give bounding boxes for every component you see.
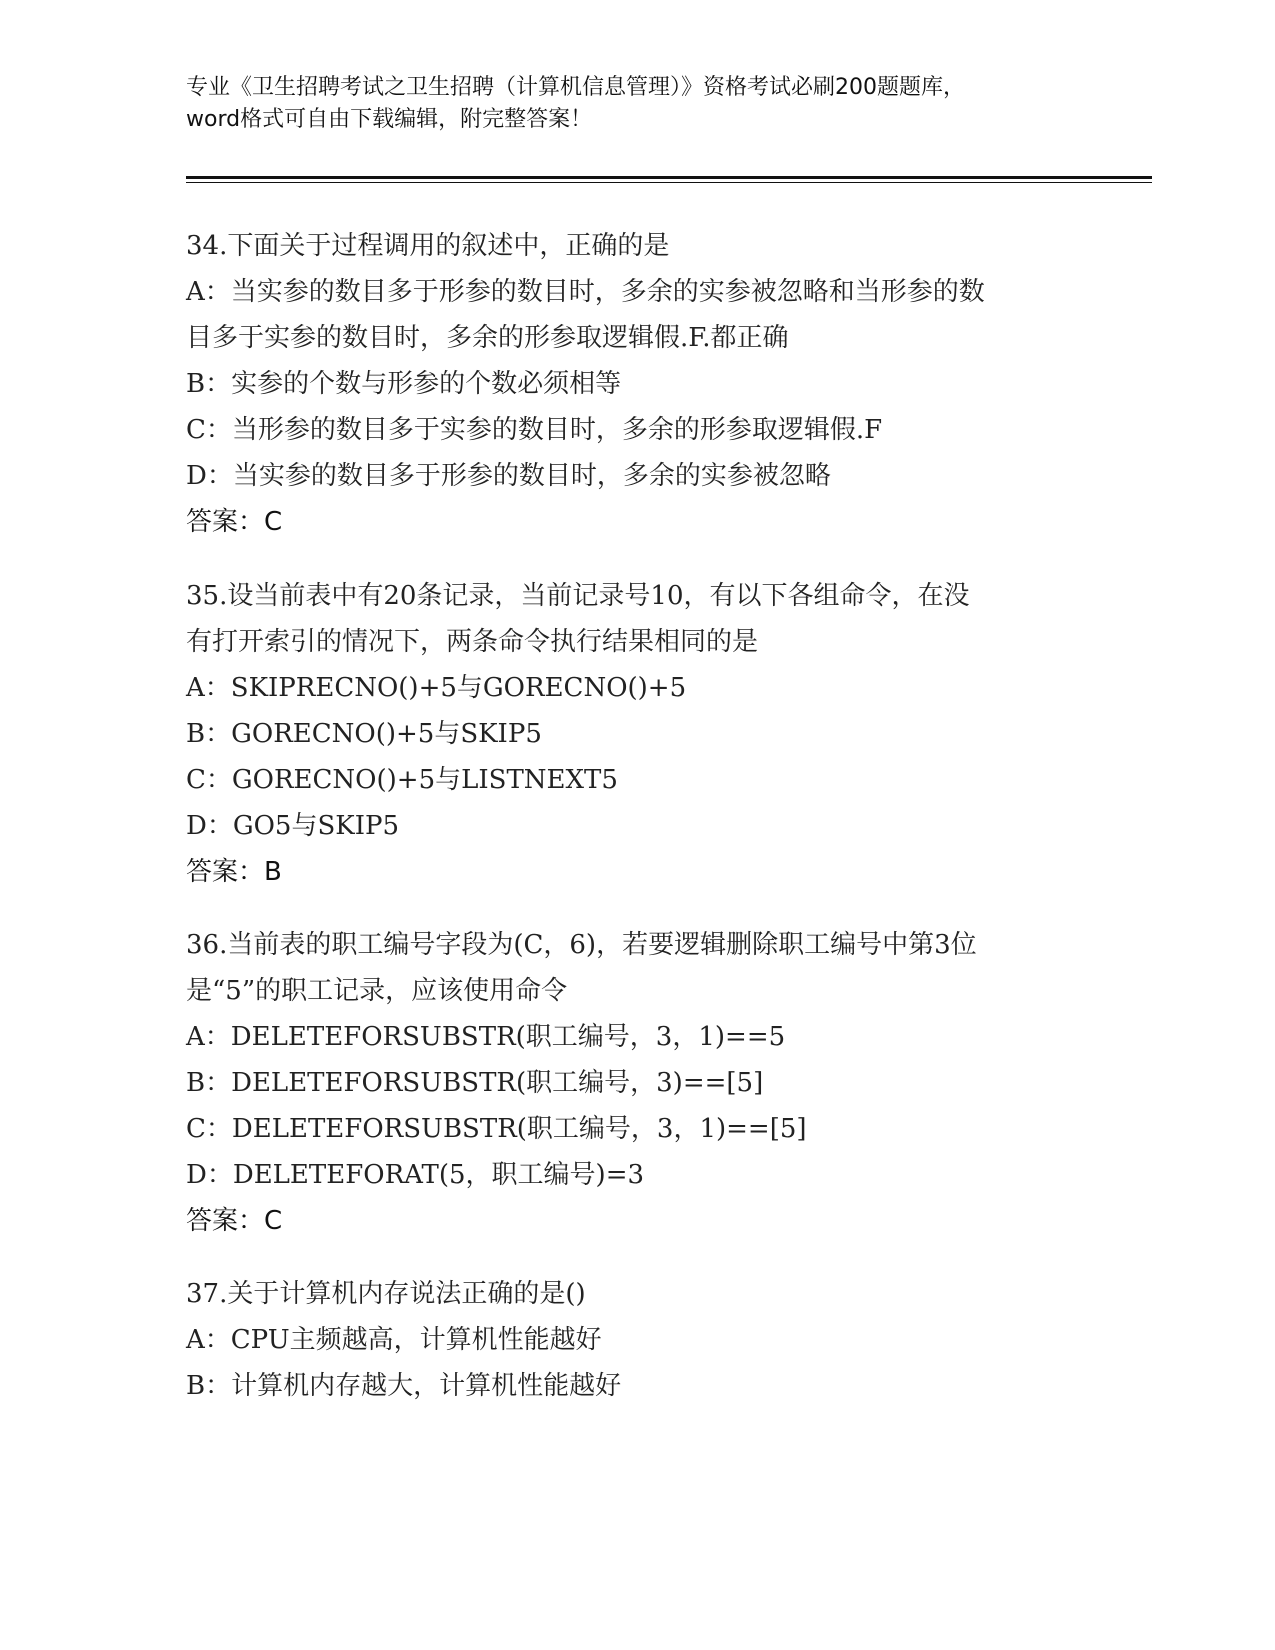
header-line-1: 专业《卫生招聘考试之卫生招聘（计算机信息管理）》资格考试必刷200题题库， — [186, 75, 965, 100]
option-c: C：GORECNO()+5与LISTNEXT5 — [186, 765, 618, 795]
header-divider-thick — [186, 176, 1152, 179]
header-line-2: word格式可自由下载编辑，附完整答案！ — [186, 107, 593, 132]
option-d: D：DELETEFORAT(5，职工编号)=3 — [186, 1160, 645, 1190]
question-stem-line-1: 35.设当前表中有20条记录，当前记录号10，有以下各组命令，在没 — [186, 581, 970, 611]
option-d: D：当实参的数目多于形参的数目时，多余的实参被忽略 — [186, 461, 831, 491]
question-36 — [186, 922, 1086, 1244]
document-header — [186, 72, 1086, 136]
question-stem: 34.下面关于过程调用的叙述中，正确的是 — [186, 231, 670, 261]
answer: 答案：C — [186, 1206, 283, 1236]
question-35 — [186, 573, 1086, 895]
question-37 — [186, 1271, 1086, 1409]
question-stem: 37.关于计算机内存说法正确的是() — [186, 1279, 586, 1309]
option-c: C：当形参的数目多于实参的数目时，多余的形参取逻辑假.F — [186, 415, 883, 445]
question-stem-line-2: 是“5”的职工记录，应该使用命令 — [186, 976, 568, 1006]
answer: 答案：B — [186, 857, 282, 887]
answer: 答案：C — [186, 507, 283, 537]
option-b: B：GORECNO()+5与SKIP5 — [186, 719, 542, 749]
question-stem-line-1: 36.当前表的职工编号字段为(C，6)，若要逻辑删除职工编号中第3位 — [186, 930, 977, 960]
question-34 — [186, 223, 1086, 545]
option-c: C：DELETEFORSUBSTR(职工编号，3，1)==[5] — [186, 1114, 807, 1144]
option-b: B：实参的个数与形参的个数必须相等 — [186, 369, 622, 399]
option-a-line-2: 目多于实参的数目时，多余的形参取逻辑假.F.都正确 — [186, 323, 789, 353]
header-divider-thin — [186, 182, 1152, 183]
option-a: A：DELETEFORSUBSTR(职工编号，3，1)==5 — [186, 1022, 786, 1052]
option-a: A：CPU主频越高，计算机性能越好 — [186, 1325, 602, 1355]
option-b: B：DELETEFORSUBSTR(职工编号，3)==[5] — [186, 1068, 764, 1098]
question-stem-line-2: 有打开索引的情况下，两条命令执行结果相同的是 — [186, 627, 759, 657]
option-a: A：SKIPRECNO()+5与GORECNO()+5 — [186, 673, 687, 703]
option-a-line-1: A：当实参的数目多于形参的数目时，多余的实参被忽略和当形参的数 — [186, 277, 985, 307]
option-d: D：GO5与SKIP5 — [186, 811, 400, 841]
option-b: B：计算机内存越大，计算机性能越好 — [186, 1371, 622, 1401]
